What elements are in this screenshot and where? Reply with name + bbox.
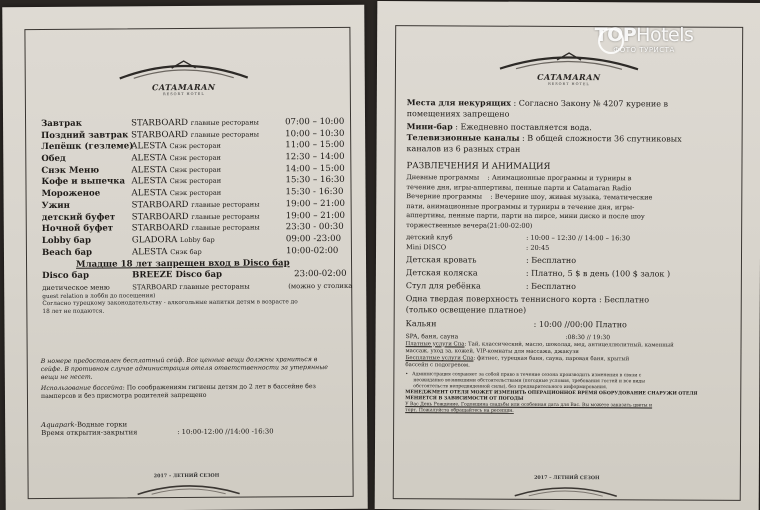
watermark-brand-top: TOP [594, 24, 637, 46]
restaurant-schedule [41, 117, 352, 316]
aquapark-hours: : 10:00-12:00 //14:00 -16:30 [177, 427, 274, 437]
watermark-sub: ФОТО ТУРИСТА [613, 46, 675, 54]
mini-disco-row: Mini DISCO : 20:45 [406, 242, 550, 252]
left-season-label: 2017 – ЛЕТНИЙ СЕЗОН [153, 472, 220, 480]
logo-name: CATAMARAN [537, 71, 601, 83]
admin-notice: • Администрация сохраняет за собой право в течение сезона производить изменения в связи с неожиданно возникшими обстоятельствами (погодные условия, требования гостей и все виды обстоятельств непредвиденной силы), без предварительного информирования. МЕНЕДЖМЕНТ ОТЕЛЯ МОЖЕТ ИЗМЕНИТЬ ОПЕРАЦИОННОЕ ВРЕМЯ ОБОРУДОВАНИЕ СНАРУЖИ ОТЕЛЯ МЕНЯЕТСЯ В ЗАВИСИМОСТИ ОТ ПОГОДЫ У Вас День Рождение, Годовщина свадьбы или особенная дата для Вас. Вы можете заказать цветы и торт. Пожалуйста обращайтесь на ресепшн. [405, 373, 745, 417]
aquapark-rest: -Водные горки [74, 420, 128, 429]
schedule-row-disco: Disco бар BREEZE Disco бар 23:00-02:00 [42, 269, 347, 282]
logo-name: CATAMARAN [151, 81, 216, 93]
entertainment-heading: РАЗВЛЕЧЕНИЯ И АНИМАЦИЯ [406, 161, 551, 172]
spa-row: SPA, баня, сауна :08:30 // 19:30 [405, 332, 611, 341]
footer-swoosh-icon [134, 482, 244, 497]
schedule-row: Обед ALESTA Снэк ресторан 12:30 – 14:00 [41, 151, 345, 165]
tv-text-2: каналов из 6 разных стран [406, 144, 521, 154]
aquapark-hours-label: Время открытия-закрытия [41, 428, 138, 438]
paid-spa-text: : Тай, классический, масло, шоколад, мед, антицеллюлитный, каменный [464, 341, 674, 349]
logo-sub: RESORT HOTEL [163, 91, 205, 97]
logo-swoosh-icon [114, 60, 254, 83]
pool-text-1: : По соображениям гигиены детям до 2 лет в бассейне без [122, 383, 316, 392]
pool-text-2: памперсов и без присмотра родителей запрещено [40, 391, 207, 401]
left-page [2, 5, 368, 510]
watermark-brand-hotels: Hotels [636, 24, 694, 46]
left-logo [3, 59, 365, 98]
evening-programs-text-4: торжественные вечера(21:00-02:00) [406, 221, 533, 230]
crib-row: Детская кровать : Бесплатно [405, 254, 577, 265]
tv-text: : В общей сложности 36 спутниковых [522, 133, 682, 144]
evening-programs-text: : Вечерние шоу, живая музыка, тематические [490, 192, 653, 202]
schedule-row: детский буфет STARBOARD главные рестораны 19:00 – 21:00 [41, 210, 346, 223]
right-page [375, 1, 760, 510]
paid-spa-label: Платные услуги Спа [405, 340, 465, 348]
footer-swoosh-icon [511, 484, 621, 499]
free-spa-text-2: бассейн с подогревом. [405, 362, 470, 369]
highchair-row: Стул для ребёнка : Бесплатно [405, 280, 576, 291]
nonsmoking-text-2: помещениях запрещено [406, 109, 510, 119]
evening-programs-text-3: аппертивы, пенные парти, парти на пирсе, мини диско и после шоу [406, 211, 645, 221]
evening-programs-text-2: пати, анимационные программы и турниры в течение дня, игры- [406, 201, 635, 212]
pool-label: Использование бассейна [40, 384, 123, 393]
tv-label: Телевизионные каналы [406, 132, 520, 143]
day-programs-text-2: течение дня, игры-аппертивы, пенные парти и Catamaran Radio [406, 182, 632, 192]
free-spa-text: : фитнес, турецкая баня, сауна, паровая баня, крытый [473, 355, 630, 363]
law-note-2: 18 лет не подаются. [42, 308, 105, 315]
hookah-row: Кальян : 10:00 //00:00 Платно [405, 318, 627, 329]
day-programs-text: : Анимационные программы и турниры в [487, 173, 632, 183]
paid-spa-text-2: массаж, уход за, кожей, VIP-комнаты для массажа, джакузи [405, 347, 579, 355]
schedule-row: Завтрак STARBOARD главные рестораны 07:00 – 10:00 [41, 116, 345, 130]
schedule-row: Мороженое ALESTA Снэк ресторан 15:30 - 16:30 [41, 187, 344, 200]
logo-sub: RESORT HOTEL [548, 81, 590, 87]
stroller-row: Детская коляска : Платно, 5 $ в день (100 $ залок ) [405, 267, 671, 279]
tophotels-watermark [584, 24, 704, 72]
free-spa-label: Бесплатные услуги Спа [405, 355, 474, 362]
nonsmoking-label: Места для некурящих [406, 97, 511, 108]
aquapark-block [41, 419, 353, 439]
pool-notice [41, 383, 353, 401]
aquapark-title: Aquapark [41, 420, 75, 430]
schedule-row: Ночной буфет STARBOARD главные рестораны 23:30 - 00:30 [41, 222, 344, 235]
schedule-row: Снэк Меню ALESTA Снэк ресторан 14:00 – 15:00 [41, 163, 345, 176]
schedule-row: Лепёшк (гезлеме) ALESTA Снэк ресторан 11:00 – 15:00 [41, 140, 345, 153]
minibar-label: Мини-бар [406, 121, 453, 132]
disco-age-heading: Младше 18 лет запрещен вход в Disco бар [76, 258, 290, 271]
schedule-row: Поздний завтрак STARBOARD главные рестораны 10:00 – 10:30 [41, 128, 345, 141]
kids-club-row: детский клуб : 10:00 – 12:30 // 14:00 – 16:30 [406, 232, 631, 242]
tennis-row: Одна твердая поверхность теннисного корта : Бесплатно [405, 293, 650, 304]
evening-programs-label: Вечерние программы [406, 192, 483, 201]
tennis-note: (только освещение платное) [405, 304, 527, 315]
minibar-text: : Ежедневно поставляется вода. [455, 122, 592, 133]
day-programs-label: Дневные программы [406, 173, 480, 182]
schedule-row: Кофе и выпечка ALESTA Снэк ресторан 15:30 – 16:30 [41, 175, 345, 188]
schedule-row: Lobby бар GLADORA Lobby бар 09:00 -23:00 [41, 233, 342, 246]
right-season-label: 2017 – ЛЕТНИЙ СЕЗОН [534, 474, 600, 482]
diet-menu-row: диетическое меню STARBOARD главные рестораны (можно у столика [42, 281, 353, 292]
schedule-row: Beach бар ALESTA Снэк бар 10:00-02:00 [41, 245, 339, 258]
hotel-info [405, 97, 747, 416]
diet-note: guest relation в лоббн до посещения) [42, 293, 156, 300]
watermark-ring-icon [598, 28, 624, 54]
law-note-1: Согласно турецкому законодательству - алкогольные напитки детям в возрасте до [42, 299, 298, 308]
safe-notice: В номере предоставлен бесплатный сейф. Все ценные вещи должны храниться в сейфе. В противном случае администрация отеля ответственности за утерянные вещи не несет. [40, 356, 328, 382]
schedule-row: Ужин STARBOARD главные рестораны 19:00 – 21:00 [41, 198, 345, 211]
nonsmoking-text: : Согласно Закону № 4207 курение в [513, 98, 669, 109]
